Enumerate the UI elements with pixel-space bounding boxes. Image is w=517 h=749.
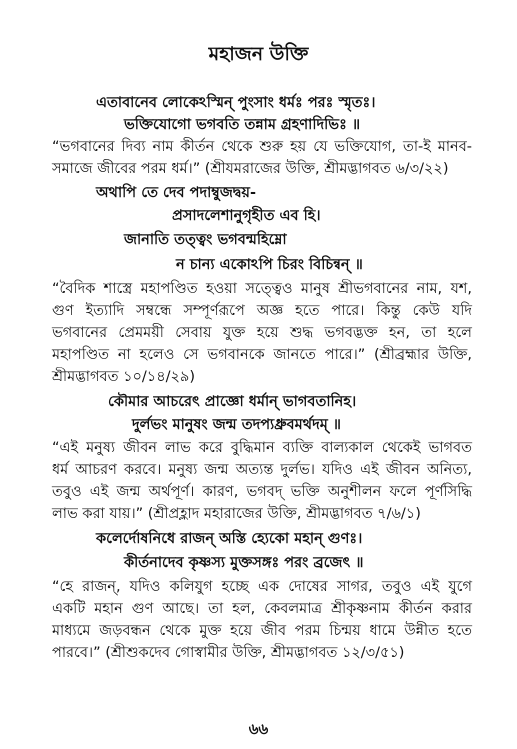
translation-line: মহাপণ্ডিত না হলেও সে ভগবানকে জানতে পারে।” (শ্রীব্রহ্মার উক্তি, [52,347,472,363]
verse-line: কৌমার আচরেৎ প্রাজ্ঞো ধর্মান্‌ ভাগবতানিহ। [108,394,357,410]
translation-line: “বৈদিক শাস্ত্রে মহাপণ্ডিত হওয়া সত্ত্বেও মানুষ শ্রীভগবানের নাম, যশ, [52,281,472,297]
verse-line: দুর্লভং মানুষং জন্ম তদপ্যধ্রুবমর্থদম্‌ ॥ [132,417,341,433]
translation-line: পারবে।” (শ্রীশুকদেব গোস্বামীর উক্তি, শ্রীমদ্ভাগবত ১২/৩/৫১) [52,645,405,661]
verse-line: এতাবানেব লোকেঽস্মিন্‌ পুংসাং ধর্মঃ পরঃ স্মৃতঃ। [96,95,376,111]
page-number: ৬৬ [248,720,269,738]
translation-line: ভগবানের প্রেমময়ী সেবায় যুক্ত হয়ে শুদ্ধ ভগবদ্ভক্ত হন, তা হলে [52,325,472,341]
translation-line: সমাজে জীবের পরম ধর্ম।” (শ্রীযমরাজের উক্তি, শ্রীমদ্ভাগবত ৬/৩/২২) [52,161,449,177]
verse-line: অথাপি তে দেব পদাম্বুজদ্বয়- [96,185,256,201]
translation-line: “ভগবানের দিব্য নাম কীর্তন থেকে শুরু হয় যে ভক্তিযোগ, তা-ই মানব- [52,139,472,155]
translation-line: “হে রাজন্‌, যদিও কলিযুগ হচ্ছে এক দোষের সাগর, তবুও এই যুগে [52,579,472,595]
translation-line: একটি মহান গুণ আছে। তা হল, কেবলমাত্র শ্রীকৃষ্ণনাম কীর্তন করার [52,601,472,617]
translation-line: শ্রীমদ্ভাগবত ১০/১৪/২৯) [52,369,195,385]
translation-line: তবুও এই জন্ম অর্থপূর্ণ। কারণ, ভগবদ্‌ ভক্তি অনুশীলন ফলে পূর্ণসিদ্ধি [52,484,472,500]
translation-line: লাভ করা যায়।” (শ্রীপ্রহ্লাদ মহারাজের উক্তি, শ্রীমদ্ভাগবত ৭/৬/১) [52,506,421,522]
verse-line: ন চান্য একোঽপি চিরং বিচিন্বন্‌ ॥ [176,257,363,273]
verse-line: প্রসাদলেশানুগৃহীত এব হি। [172,208,321,224]
verse-line: কলের্দোষনিধে রাজন্‌ অস্তি হ্যেকো মহান্‌ গুণঃ। [96,531,363,547]
translation-line: গুণ ইত্যাদি সম্বন্ধে সম্পূর্ণরূপে অজ্ঞ হতে পারে। কিন্তু কেউ যদি [52,303,472,319]
verse-line: জানাতি তত্ত্বং ভগবন্মহিম্নো [124,232,287,248]
translation-line: ধর্ম আচরণ করবে। মনুষ্য জন্ম অত্যন্ত দুর্লভ। যদিও এই জীবন অনিত্য, [52,462,472,478]
page-title: মহাজন উক্তি [208,43,309,65]
verse-line: কীর্তনাদেব কৃষ্ণস্য মুক্তসঙ্গঃ পরং ব্রজেৎ ॥ [124,555,364,571]
translation-line: “এই মনুষ্য জীবন লাভ করে বুদ্ধিমান ব্যক্তি বাল্যকাল থেকেই ভাগবত [52,440,472,456]
verse-line: ভক্তিযোগো ভগবতি তন্নাম গ্রহণাদিভিঃ ॥ [124,117,361,133]
translation-line: মাধ্যমে জড়বন্ধন থেকে মুক্ত হয়ে জীব পরম চিন্ময় ধামে উন্নীত হতে [52,623,472,639]
